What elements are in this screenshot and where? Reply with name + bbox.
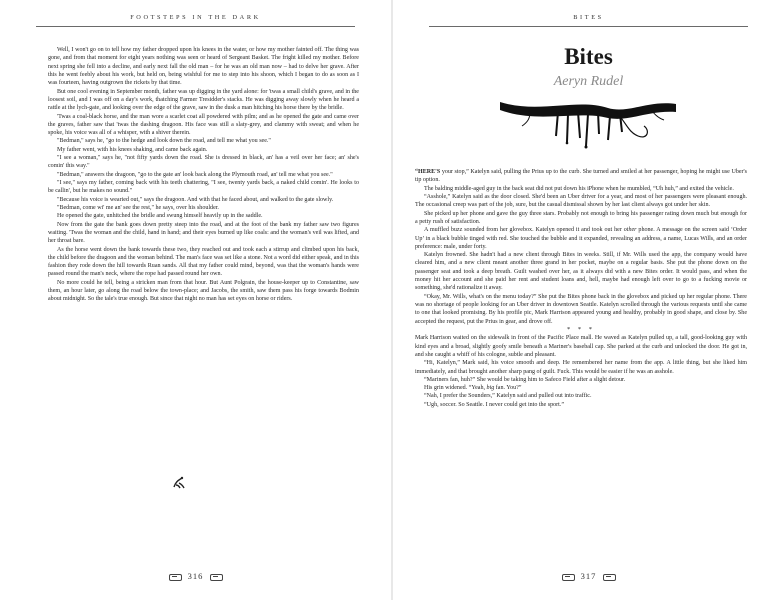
folio-ornament-icon [562, 574, 575, 581]
folio-ornament-icon [169, 574, 182, 581]
page-number: 317 [580, 571, 597, 581]
paragraph: My father went, with his knees shaking, and came back again. [57, 146, 208, 153]
paragraph: Katelyn frowned. She hadn't had a new client through Bites in weeks. Still, if Mr. Wills used the app, the company would have cleared him, and a new client meant another three grand in her pocket, maybe on a regular basis. She put the phone down on the passenger seat and took a deep breath. Guilt washed over her, as it always did with a new Bites order. It would pass, and when the money hit her account and she paid her rent and student loans and, hell, maybe had enough left over to go to a fucking movie or something, she'd rationalize it away. [415, 252, 747, 292]
paragraph: “Hi, Katelyn,” Mark said, his voice smooth and deep. He remembered her name from the app. A little thing, but she liked him immediately, and that brought another sharp pang of guilt. Fuck. This would be easier if he was an asshole. [415, 360, 747, 375]
paragraph: "Bedman," answers the dragoon, "go to the gate an' look back along the Plymouth road, an' tell me what you see." [57, 171, 333, 178]
folio-ornament-icon [603, 574, 616, 581]
paragraph: He opened the gate, unhitched the bridle and swung himself heavily up in the saddle. [57, 213, 263, 220]
paragraph: 'Twas a coal-black horse, and the man wore a scarlet coat all powdered with pilm; and as he opened the gate and came over the graves, father saw that 'twas the dashing dragoon. His face was still a slaty-grey, and clammy with sweat; and when he spoke, his voice was all of a whisper, with a shiver therein. [48, 113, 359, 137]
opening-paragraph [415, 168, 747, 185]
paragraph: “Okay, Mr. Wills, what's on the menu today?” She put the Bites phone back in the glovebox and picked up her regular phone. There was no shortage of people looking for an Uber driver in downtown Seattle. Katelyn scrolled through the various requests until she came to one that looked promising. By his profile pic, Mark Harrison appeared young and healthy, probably in good shape, and close by. She accepted the request, put the Prius in gear, and drove off. [415, 293, 747, 325]
paragraph: Well, I won't go on to tell how my father dropped upon his knees in the water, or how my mother fainted off. The thing was gone, and from that moment for eight years nothing was seen or heard of Sergeant Basket. The fright killed my mother. Before next spring she fell into a decline, and early next fall the old man – for he was an old man now – had to delve her grave. After this he went feebly about his work, but held on, being wishful for me to step into his shoon, which I began to do as soon as I was fourteen, having outgrown the rickets by that time. [48, 47, 359, 87]
paragraph: "Because his voice is wearied out," says the dragoon. And with that he faced about, and walked to the gate slowly. [57, 196, 334, 203]
paragraph: She picked up her phone and gave the guy three stars. Probably not enough to bring his passenger rating down much but enough for a petty rush of satisfaction. [415, 210, 747, 225]
paragraph: Mark Harrison waited on the sidewalk in front of the Pacific Place mall. He waved as Katelyn pulled up, a tall, good-looking guy with kind eyes and a broad, slightly goofy smile beneath a Mariner's baseball cap. She parked at the curb and unlocked the door. He got in, and she caught a whiff of his cologne, subtle and pleasant. [415, 335, 747, 358]
scene-break: * * * [567, 325, 595, 333]
paragraph: As the horse went down the bank towards these two, they reached out and took each a stirrup and climbed upon his back, the child before the dragoon and the woman behind. The man's face was set like a stone. Not a word did either speak, and in this fashion they rode down the hill towards Ruan sands. All that my father could mind, beyond, was that the woman's hands were passed round the man's neck, where the rope had passed round her own. [48, 246, 359, 278]
paragraph [415, 384, 747, 392]
italic-run: other [623, 227, 637, 234]
left-text-block [48, 46, 359, 304]
paragraph [415, 226, 747, 251]
running-head-right: BITES [429, 13, 748, 27]
paragraph: "I see," says my father, coming back with his teeth chattering, "I see, twenty yards back, a naked child comin'. He looks to be callin', but he makes no sound." [48, 180, 359, 195]
paragraph: "I see a woman," says he, "not fifty yards down the road. She is dressed in black, an' has a veil over her face; an' she's comin' this way." [48, 155, 359, 170]
page-number: 316 [187, 571, 204, 581]
paragraph: The balding middle-aged guy in the back seat did not put down his iPhone when he mumbled, “Uh huh,” and exited the vehicle. [424, 185, 734, 192]
paragraph: “Nah, I prefer the Sounders,” Katelyn said and pulled out into traffic. [424, 393, 592, 400]
paragraph: “Ugh, soccer. So Seattle. I never could get into the sport.” [424, 401, 565, 408]
text-run: His grin widened. “Yeah, [424, 385, 487, 392]
right-page [393, 0, 784, 600]
folio-right [393, 571, 784, 581]
text-run: fan. You?” [494, 385, 522, 392]
text-run: phone. A message on the screen said ‘Order Up’ in a black bubble tinged with red. She touched the bubble and it expanded, revealing an address, a name, Lucas Wills, and an order preference: male, under forty. [415, 227, 747, 250]
paragraph: Now from the gate the bank goes down pretty steep into the road, and at the foot of the bank my father saw two figures waiting. 'Twas the woman and the child, hand in hand; and their eyes burned up like coals: and the woman's veil was lifted, and her throat bare. [48, 221, 359, 245]
running-head-left: FOOTSTEPS IN THE DARK [36, 13, 355, 27]
paragraph: "Bedman, come wi' me an' see the rest," he says, over his shoulder. [57, 204, 219, 211]
paragraph: “Mariners fan, huh?” She would be taking him to Safeco Field after a slight detour. [424, 376, 626, 383]
right-text-block [415, 168, 747, 409]
paragraph: “Asshole,” Katelyn said as the door closed. She'd been an Uber driver for a year, and most of her passengers were pleasant enough. The occasional creep was part of the job, sure, but the casual dismissal shown by her last client always got under her skin. [415, 193, 747, 209]
title-ink-illustration-icon [498, 92, 678, 150]
opening-text: your stop,” Katelyn said, pulling the Prius up to the curb. She turned and smiled at her passenger, hoping he might use Uber's tip option. [415, 169, 747, 184]
folio-left [0, 571, 391, 581]
text-run: A muffled buzz sounded from her glovebox. Katelyn opened it and took out her [424, 227, 624, 234]
paragraph: But one cool evening in September month, father was up digging in the yard alone: for 'twas a small child's grave, and in the loosest soil, and I was off on a day's work, thatching Farmer Tresidder's stacks. He was digging away slowly when he heard a rattle at the lych-gate, and looking over the edge of the grave, saw in the dusk a man hitching his horse there by the bridle. [48, 88, 359, 112]
end-flourish-icon [170, 474, 188, 492]
italic-run: big [486, 385, 495, 392]
story-author: Aeryn Rudel [553, 74, 624, 89]
story-title: Bites [564, 44, 613, 69]
folio-ornament-icon [210, 574, 223, 581]
paragraph: "Bedman," says he, "go to the hedge and look down the road, and tell me what you see." [57, 138, 271, 145]
paragraph: No more could he tell, being a stricken man from that hour. But Aunt Polgrain, the house-keeper up to Constantine, saw them, an hour later, go along the road below the town-place; and Jacobs, the smith, saw them pass his forge towards Bodmin about midnight. So the tale's true enough. But since that night no man has set eyes on horse or riders. [48, 279, 359, 303]
opening-word: “HERE'S [415, 169, 441, 175]
left-page [0, 0, 391, 600]
